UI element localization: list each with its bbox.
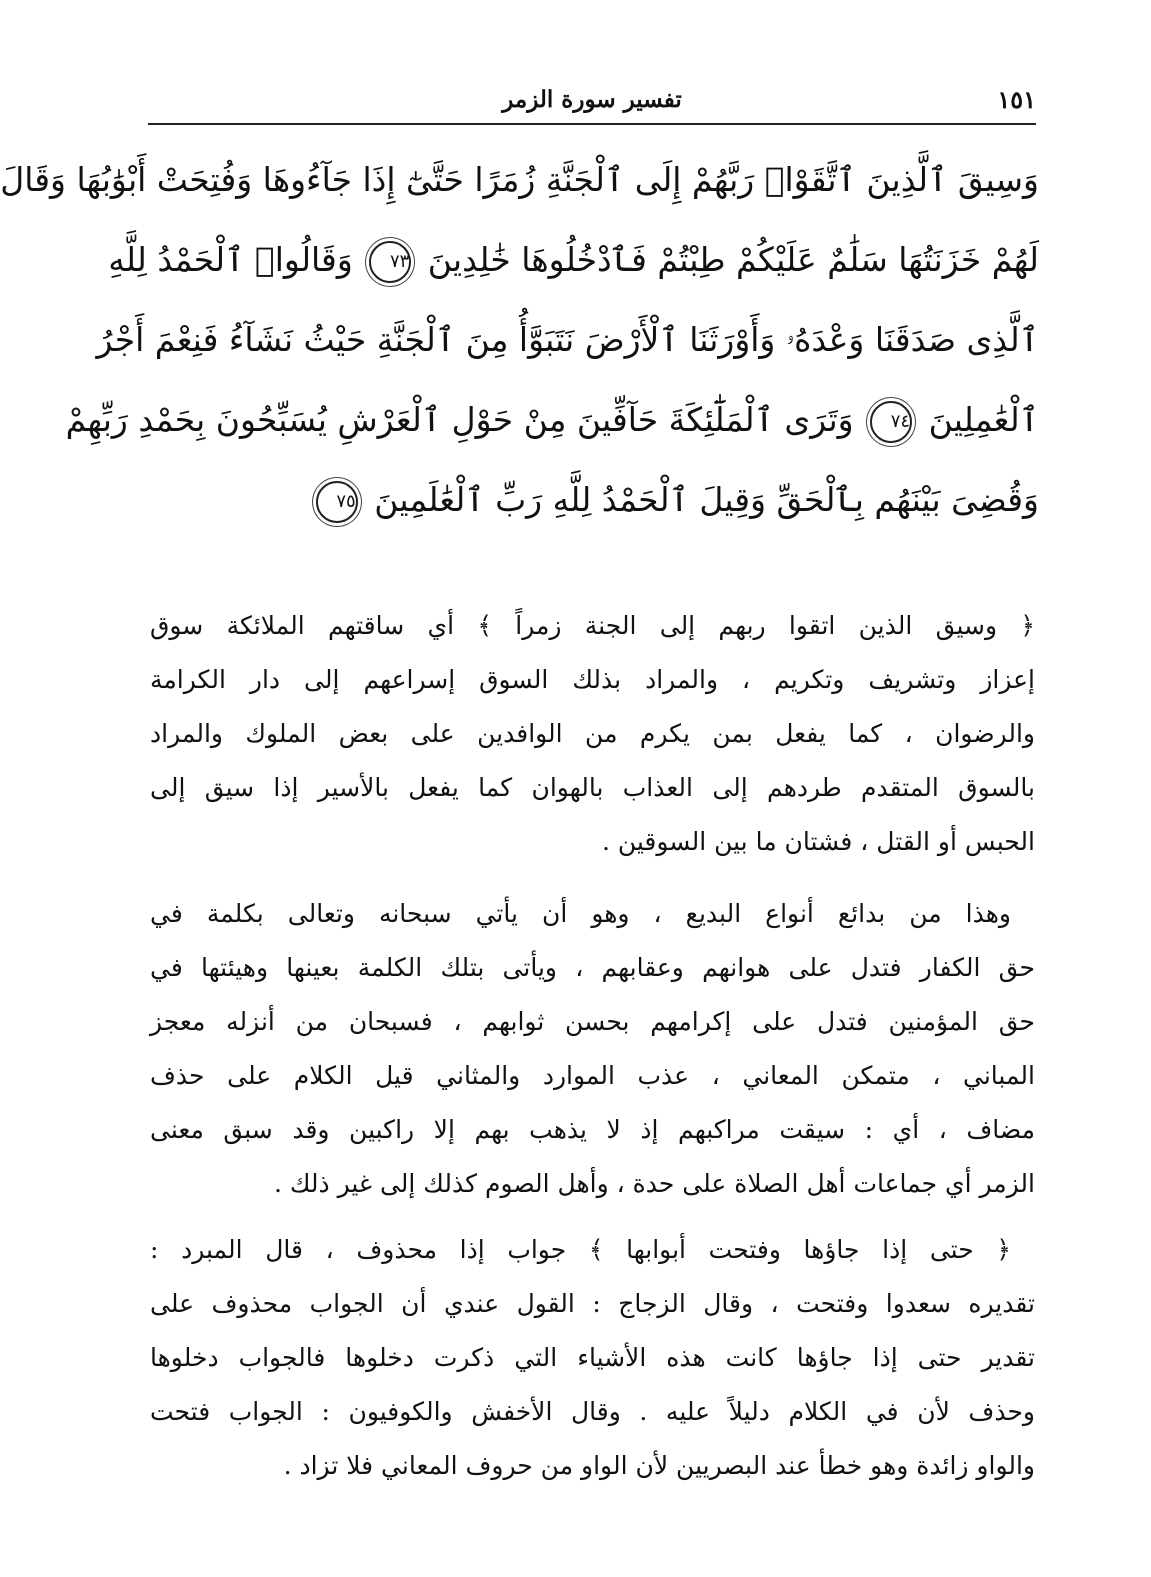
verse-line [0,140,1039,220]
text-line: وهذا من بدائع أنواع البديع ، وهو أن يأتي سبحانه وتعالى بكلمة في [150,899,1011,928]
verse-text: ٱلْعَٰمِلِينَ [928,400,1039,439]
text-line: تقديره سعدوا وفتحت ، وقال الزجاج : القول عندي أن الجواب محذوف على [150,1289,1035,1318]
verse-line [96,300,1039,380]
text-line: مضاف ، أي : سيقت مراكبهم إذ لا يذهب بهم إلا راكبين وقد سبق معنى [150,1115,1035,1144]
text-line: ﴿ حتى إذا جاؤها وفتحت أبوابها ﴾ جواب إذا محذوف ، قال المبرد : [150,1235,1011,1264]
verse-line [65,380,1039,460]
text-line: والواو زائدة وهو خطأ عند البصريين لأن الواو من حروف المعاني فلا تزاد . [283,1451,1035,1480]
text-line: المباني ، متمكن المعاني ، عذب الموارد والمثاني قيل الكلام على حذف [150,1061,1035,1090]
verse-line [108,220,1039,300]
verse-text: وَتَرَى ٱلْمَلَٰٓئِكَةَ حَآفِّينَ مِنْ حَوْلِ ٱلْعَرْشِ يُسَبِّحُونَ بِحَمْدِ رَبِّهِمْ [65,400,854,439]
text-line: حق الكفار فتدل على هوانهم وعقابهم ، ويأتى بتلك الكلمة بعينها وهيئتها في [150,953,1035,982]
text-line: والرضوان ، كما يفعل بمن يكرم من الوافدين على بعض الملوك والمراد [150,719,1035,748]
verse-text: ٱلَّذِى صَدَقَنَا وَعْدَهُۥ وَأَوْرَثَنَا ٱلْأَرْضَ نَتَبَوَّأُ مِنَ ٱلْجَنَّةِ حَيْثُ نَشَآءُ فَنِعْمَ أَجْرُ [96,320,1039,359]
text-line: تقدير حتى إذا جاؤها كانت هذه الأشياء التي ذكرت دخلوها فالجواب دخلوها [150,1343,1035,1372]
text-line: ﴿ وسيق الذين اتقوا ربهم إلى الجنة زمراً ﴾ أي ساقتهم الملائكة سوق [150,611,1035,640]
text-line: وحذف لأن في الكلام دليلاً عليه . وقال الأخفش والكوفيون : الجواب فتحت [150,1397,1035,1426]
tafsir-paragraph-3 [150,1223,1035,1493]
text-line: حق المؤمنين فتدل على إكرامهم بحسن ثوابهم ، فسبحان من أنزله معجز [150,1007,1035,1036]
header-divider [148,123,1036,125]
ayah-number-marker: ٧٤ [870,401,912,443]
verse-text: لَهُمْ خَزَنَتُهَا سَلَٰمٌ عَلَيْكُمْ طِبْتُمْ فَٱدْخُلُوهَا خَٰلِدِينَ [427,240,1039,279]
verse-text: وَقَالُوا۟ ٱلْحَمْدُ لِلَّهِ [108,240,353,279]
text-line: الحبس أو القتل ، فشتان ما بين السوقين . [601,827,1035,856]
verse-text: وَسِيقَ ٱلَّذِينَ ٱتَّقَوْا۟ رَبَّهُمْ إِلَى ٱلْجَنَّةِ زُمَرًا حَتَّىٰٓ إِذَا جَآءُوهَا وَفُتِحَتْ أَبْوَٰبُهَا وَقَالَ [0,160,1039,199]
verse-line [146,460,1039,540]
text-line: إعزاز وتشريف وتكريم ، والمراد بذلك السوق إسراعهم إلى دار الكرامة [150,665,1035,694]
verse-text: وَقُضِىَ بَيْنَهُم بِٱلْحَقِّ وَقِيلَ ٱلْحَمْدُ لِلَّهِ رَبِّ ٱلْعَٰلَمِينَ [374,480,1039,519]
tafsir-paragraph-2 [150,887,1035,1211]
page-header [148,82,1036,122]
text-line: الزمر أي جماعات أهل الصلاة على حدة ، وأهل الصوم كذلك إلى غير ذلك . [273,1169,1035,1198]
tafsir-paragraph-1 [150,599,1035,869]
ayah-number-marker: ٧٣ [369,241,411,283]
text-line: بالسوق المتقدم طردهم إلى العذاب بالهوان كما يفعل بالأسير إذا سيق إلى [150,773,1035,802]
ayah-number-marker: ٧٥ [316,481,358,523]
quran-verses [0,140,1039,540]
page-number: ١٥١ [997,85,1036,114]
running-title: تفسير سورة الزمر [502,86,682,113]
